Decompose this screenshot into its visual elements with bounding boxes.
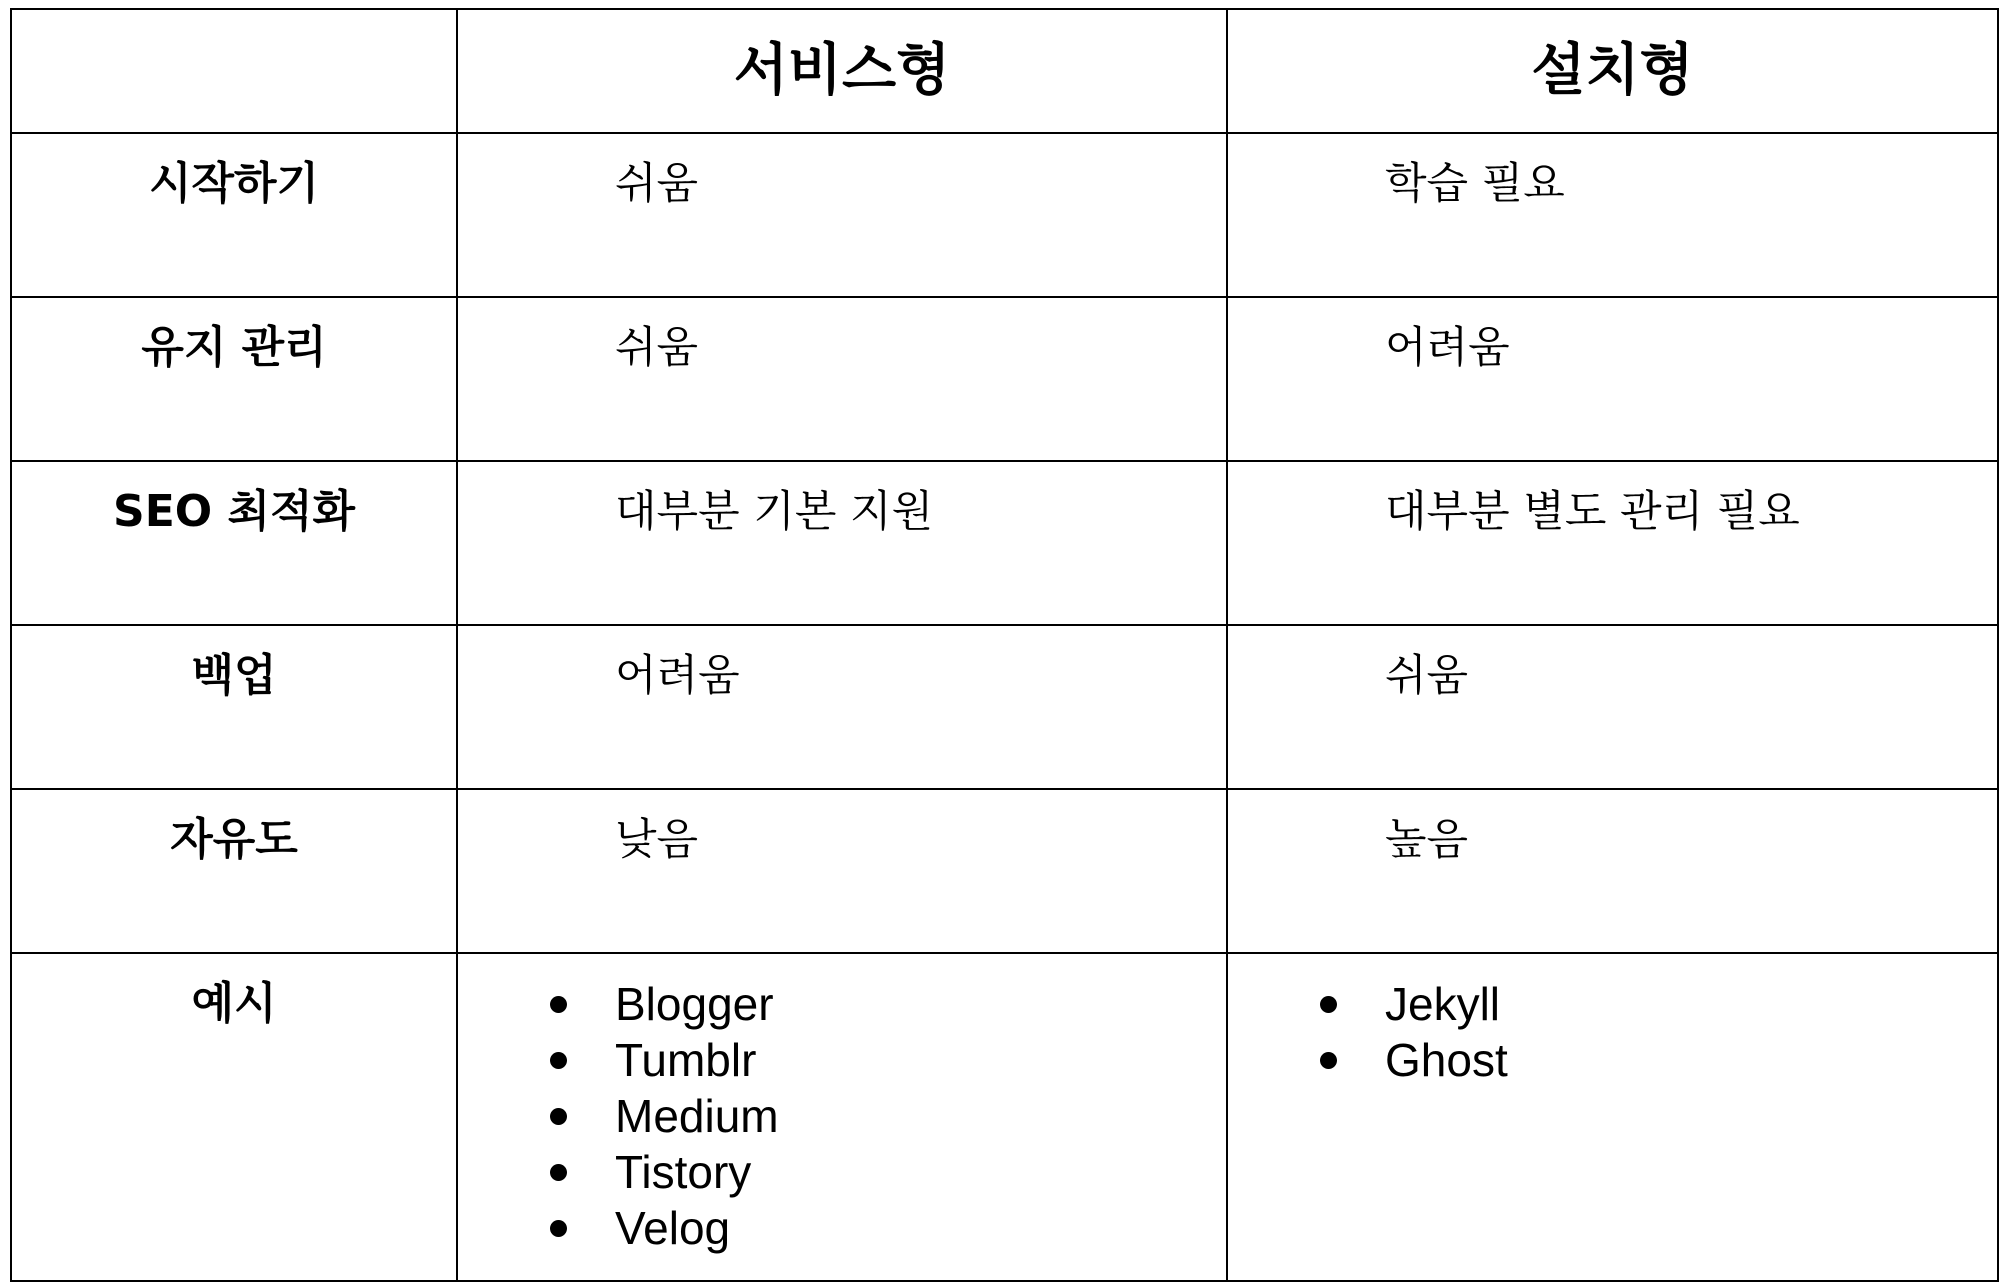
service-cell xyxy=(457,789,1227,953)
install-cell xyxy=(1227,297,1998,461)
install-value: 학습 필요 xyxy=(1385,159,1565,209)
list-item xyxy=(458,1032,1226,1088)
install-value: 대부분 별도 관리 필요 xyxy=(1385,487,1800,537)
bullet-icon xyxy=(550,1164,567,1181)
header-row xyxy=(11,9,1998,133)
list-item xyxy=(458,1088,1226,1144)
row-header-getting-started: 시작하기 xyxy=(148,158,319,209)
table-row xyxy=(11,625,1998,789)
service-examples-cell xyxy=(457,953,1227,1281)
example-name: Velog xyxy=(615,1202,731,1254)
list-item xyxy=(1228,1032,1997,1088)
example-name: Medium xyxy=(615,1090,779,1142)
table-row xyxy=(11,133,1998,297)
comparison-table xyxy=(10,8,1999,1282)
row-header-maintenance: 유지 관리 xyxy=(141,322,327,373)
install-value: 높음 xyxy=(1385,815,1469,865)
example-name: Ghost xyxy=(1385,1034,1508,1086)
row-header-examples: 예시 xyxy=(191,978,277,1029)
row-header-cell xyxy=(11,461,457,625)
bullet-icon xyxy=(550,1220,567,1237)
examples-row xyxy=(11,953,1998,1281)
service-value: 대부분 기본 지원 xyxy=(615,487,934,537)
service-cell xyxy=(457,461,1227,625)
install-cell xyxy=(1227,625,1998,789)
example-name: Tistory xyxy=(615,1146,752,1198)
row-header-cell xyxy=(11,625,457,789)
service-value: 낮음 xyxy=(615,815,699,865)
service-cell xyxy=(457,625,1227,789)
list-item xyxy=(458,976,1226,1032)
bullet-icon xyxy=(550,1052,567,1069)
column-header-install-label: 설치형 xyxy=(1531,38,1694,103)
row-header-cell xyxy=(11,789,457,953)
row-header-cell xyxy=(11,297,457,461)
service-value: 쉬움 xyxy=(615,323,699,373)
table-row xyxy=(11,297,1998,461)
service-examples-list xyxy=(458,954,1226,1256)
install-cell xyxy=(1227,133,1998,297)
list-item xyxy=(458,1200,1226,1256)
install-value: 쉬움 xyxy=(1385,651,1469,701)
row-header-backup: 백업 xyxy=(191,650,277,701)
list-item xyxy=(1228,976,1997,1032)
example-name: Tumblr xyxy=(615,1034,757,1086)
bullet-icon xyxy=(550,996,567,1013)
example-name: Jekyll xyxy=(1385,978,1501,1030)
list-item xyxy=(458,1144,1226,1200)
bullet-icon xyxy=(550,1108,567,1125)
row-header-freedom: 자유도 xyxy=(170,814,298,865)
row-header-cell xyxy=(11,133,457,297)
service-value: 어려움 xyxy=(615,651,740,701)
bullet-icon xyxy=(1320,996,1337,1013)
example-name: Blogger xyxy=(615,978,774,1030)
bullet-icon xyxy=(1320,1052,1337,1069)
table-row xyxy=(11,789,1998,953)
row-header-seo: SEO 최적화 xyxy=(113,486,355,537)
install-examples-list xyxy=(1228,954,1997,1088)
service-value: 쉬움 xyxy=(615,159,699,209)
corner-cell xyxy=(11,9,457,133)
service-cell xyxy=(457,297,1227,461)
install-cell xyxy=(1227,461,1998,625)
install-value: 어려움 xyxy=(1385,323,1510,373)
install-cell xyxy=(1227,789,1998,953)
install-examples-cell xyxy=(1227,953,1998,1281)
table-row xyxy=(11,461,1998,625)
service-cell xyxy=(457,133,1227,297)
column-header-install xyxy=(1227,9,1998,133)
column-header-service xyxy=(457,9,1227,133)
column-header-service-label: 서비스형 xyxy=(733,38,951,103)
row-header-cell xyxy=(11,953,457,1281)
